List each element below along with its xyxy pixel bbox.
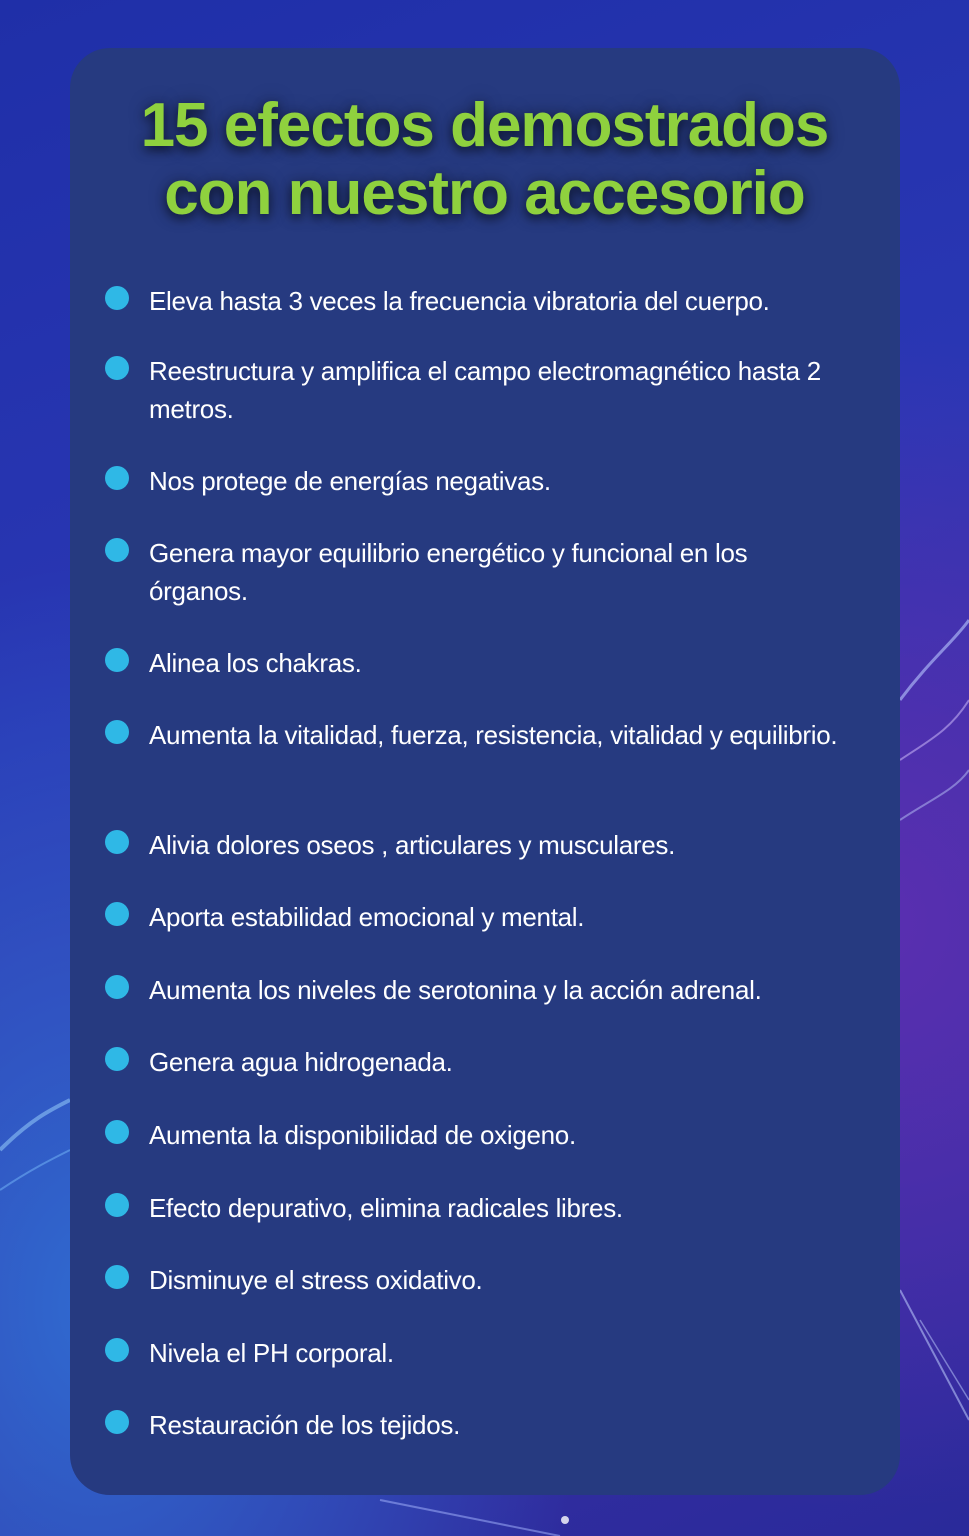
bullet-icon xyxy=(105,648,129,672)
bullet-icon xyxy=(105,1410,129,1434)
bullet-icon xyxy=(105,538,129,562)
effect-text: Efecto depurativo, elimina radicales libres. xyxy=(149,1193,623,1223)
bullet-icon xyxy=(105,975,129,999)
title-line-1: 15 efectos demostrados xyxy=(140,91,829,160)
bullet-icon xyxy=(105,356,129,380)
effect-text: Nos protege de energías negativas. xyxy=(149,466,551,496)
effect-text: Aumenta los niveles de serotonina y la acción adrenal. xyxy=(149,975,762,1005)
title-line-2: con nuestro accesorio xyxy=(164,159,805,228)
effect-text: Eleva hasta 3 veces la frecuencia vibratoria del cuerpo. xyxy=(149,286,770,316)
bullet-icon xyxy=(105,1120,129,1144)
effect-text: Disminuye el stress oxidativo. xyxy=(149,1265,483,1295)
bullet-icon xyxy=(105,1193,129,1217)
page-title xyxy=(0,92,969,228)
effect-text: Genera mayor equilibrio energético y funcional en los órganos. xyxy=(149,538,748,606)
bullet-icon xyxy=(105,286,129,310)
bullet-icon xyxy=(105,902,129,926)
bullet-icon xyxy=(105,1047,129,1071)
effect-text: Alinea los chakras. xyxy=(149,648,362,678)
bullet-icon xyxy=(105,1338,129,1362)
bullet-icon xyxy=(105,720,129,744)
effect-text: Aporta estabilidad emocional y mental. xyxy=(149,902,585,932)
bullet-icon xyxy=(105,466,129,490)
bullet-icon xyxy=(105,830,129,854)
effect-text: Alivia dolores oseos , articulares y musculares. xyxy=(149,830,676,860)
effect-text: Aumenta la disponibilidad de oxigeno. xyxy=(149,1120,576,1150)
bullet-icon xyxy=(105,1265,129,1289)
effect-text: Genera agua hidrogenada. xyxy=(149,1047,453,1077)
effect-text: Restauración de los tejidos. xyxy=(149,1410,461,1440)
effect-text: Nivela el PH corporal. xyxy=(149,1338,394,1368)
effect-text: Aumenta la vitalidad, fuerza, resistencia, vitalidad y equilibrio. xyxy=(149,720,838,750)
effect-text: Reestructura y amplifica el campo electromagnético hasta 2 metros. xyxy=(149,356,821,424)
